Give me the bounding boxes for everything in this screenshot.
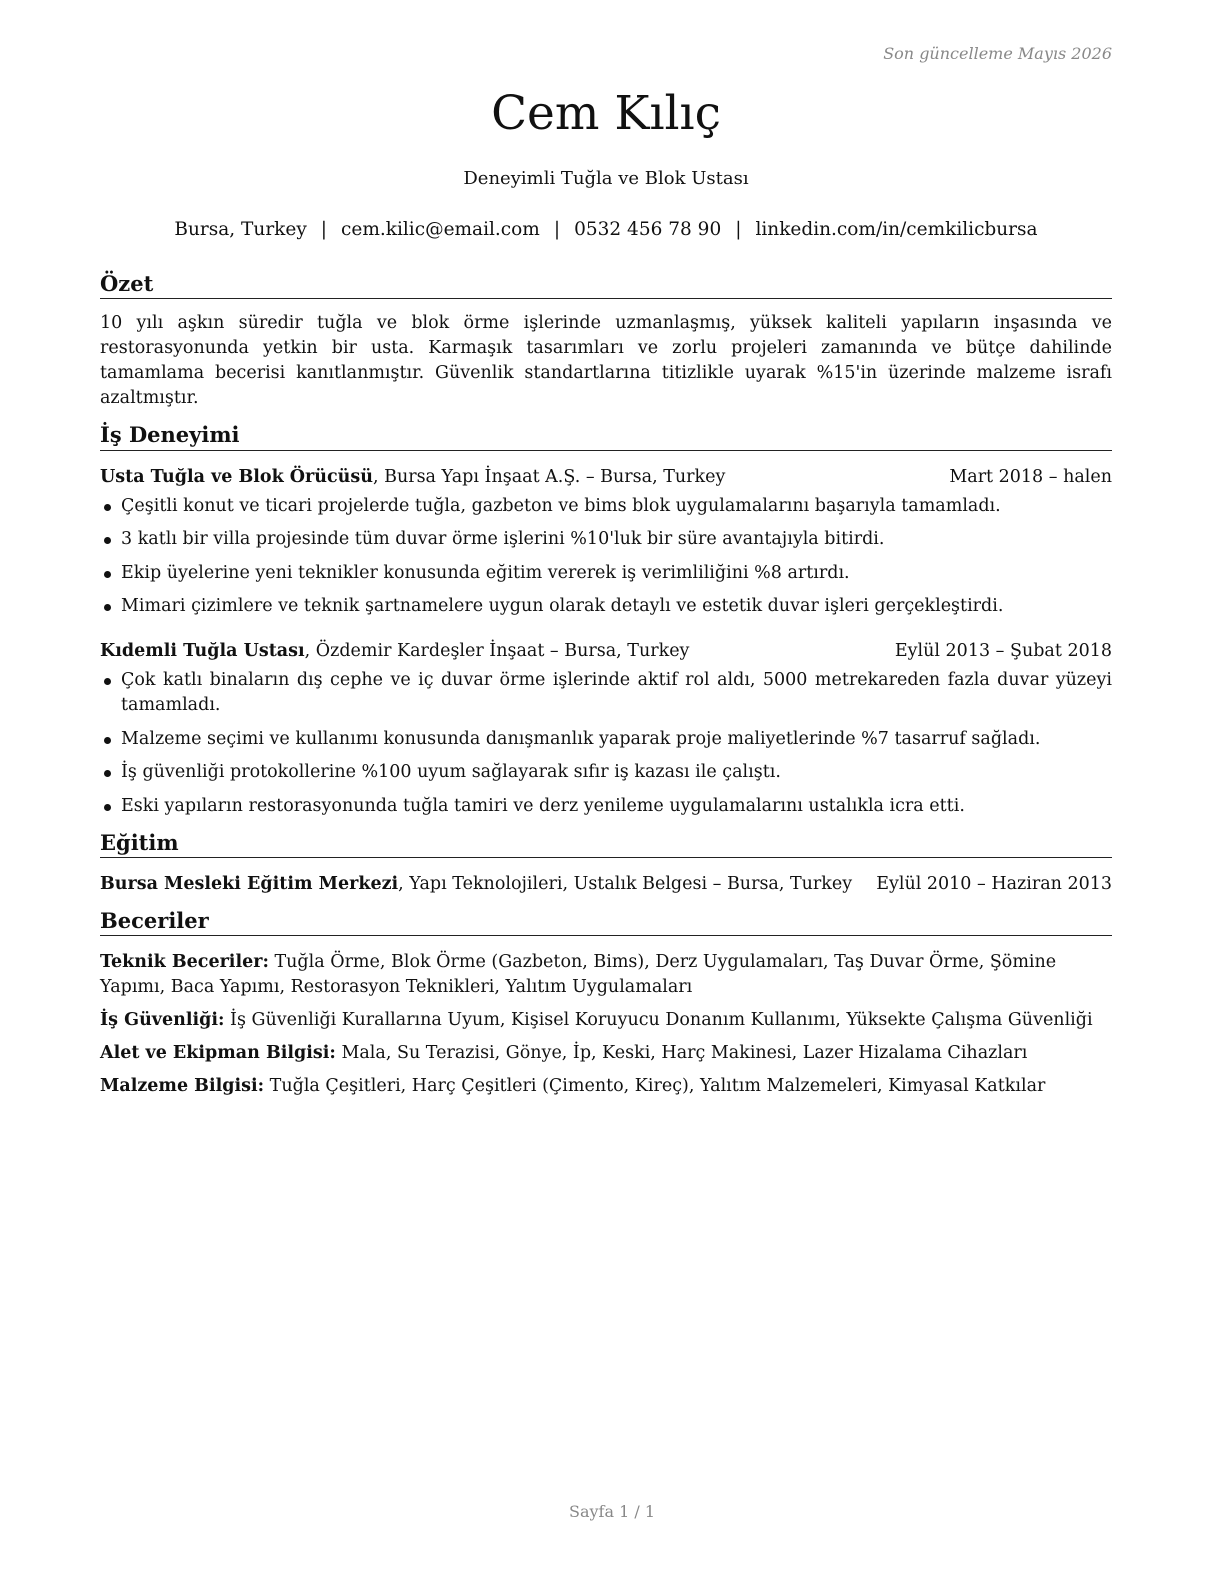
skill-label: Teknik Beceriler: xyxy=(100,952,269,973)
job-bullet xyxy=(100,527,1112,552)
section-title-experience: İş Deneyimi xyxy=(100,421,1112,450)
section-title-summary: Özet xyxy=(100,270,1112,299)
job-bullet xyxy=(100,727,1112,752)
job-bullet-text: Çeşitli konut ve ticari projelerde tuğla, gazbeton ve bims blok uygulamalarını başarıyla tamamladı. xyxy=(121,495,1001,516)
job-bullet xyxy=(100,561,1112,586)
bullet-icon xyxy=(104,571,111,578)
job-bullets xyxy=(100,668,1112,819)
job-bullet-text: Mimari çizimlere ve teknik şartnamelere uygun olarak detaylı ve estetik duvar işleri gerçekleştirdi. xyxy=(121,596,1004,617)
job-bullet-text: Ekip üyelerine yeni teknikler konusunda eğitim vererek iş verimliliğini %8 artırdı. xyxy=(121,562,850,583)
resume-page xyxy=(100,0,1112,1584)
education-details: , Yapı Teknolojileri, Ustalık Belgesi – Bursa, Turkey xyxy=(398,873,853,894)
job-role: Kıdemli Tuğla Ustası xyxy=(100,641,305,662)
candidate-name: Cem Kılıç xyxy=(491,86,721,141)
skills-section xyxy=(100,907,1112,1099)
education-school: Bursa Mesleki Eğitim Merkezi xyxy=(100,873,399,894)
skill-value: Tuğla Örme, Blok Örme (Gazbeton, Bims), Derz Uygulamaları, Taş Duvar Örme, Şömine Yapımı, Baca Yapımı, Restorasyon Teknikleri, Yalıtım Uygulamaları xyxy=(100,952,1057,998)
education-entry xyxy=(100,872,1112,897)
job-entry xyxy=(100,465,1112,620)
job-bullet-text: 3 katlı bir villa projesinde tüm duvar örme işlerini %10'luk bir süre avantajıyla bitirdi. xyxy=(121,529,885,550)
job-title-line xyxy=(100,639,689,664)
job-company: , Bursa Yapı İnşaat A.Ş. – Bursa, Turkey xyxy=(372,466,726,487)
skill-value: Mala, Su Terazisi, Gönye, İp, Keski, Harç Makinesi, Lazer Hizalama Cihazları xyxy=(335,1043,1028,1064)
bullet-icon xyxy=(104,804,111,811)
contact-line xyxy=(100,219,1112,240)
job-header xyxy=(100,465,1112,490)
experience-section xyxy=(100,421,1112,818)
job-bullet xyxy=(100,794,1112,819)
skill-row xyxy=(100,1074,1112,1099)
bullet-icon xyxy=(104,537,111,544)
education-dates: Eylül 2010 – Haziran 2013 xyxy=(876,873,1112,894)
skill-row xyxy=(100,950,1112,1000)
job-role: Usta Tuğla ve Blok Örücüsü xyxy=(100,466,373,487)
job-bullet xyxy=(100,494,1112,519)
bullet-icon xyxy=(104,678,111,685)
job-company: , Özdemir Kardeşler İnşaat – Bursa, Turkey xyxy=(304,641,690,662)
contact-phone: 0532 456 78 90 xyxy=(574,219,722,240)
section-title-education: Eğitim xyxy=(100,829,1112,858)
summary-section xyxy=(100,270,1112,411)
bullet-icon xyxy=(104,504,111,511)
candidate-title: Deneyimli Tuğla ve Blok Ustası xyxy=(463,168,749,189)
job-bullets xyxy=(100,494,1112,620)
job-bullet xyxy=(100,668,1112,718)
contact-separator: | xyxy=(735,219,742,240)
contact-email[interactable]: cem.kilic@email.com xyxy=(341,219,540,240)
skill-row xyxy=(100,1041,1112,1066)
contact-linkedin[interactable]: linkedin.com/in/cemkilicbursa xyxy=(755,219,1038,240)
job-entry xyxy=(100,639,1112,819)
contact-location: Bursa, Turkey xyxy=(174,219,307,240)
education-title-line xyxy=(100,872,852,897)
resume-body xyxy=(100,270,1112,1109)
job-bullet xyxy=(100,594,1112,619)
page-number: Sayfa 1 / 1 xyxy=(568,1502,655,1521)
bullet-icon xyxy=(104,737,111,744)
job-bullet xyxy=(100,760,1112,785)
job-header xyxy=(100,639,1112,664)
job-dates: Eylül 2013 – Şubat 2018 xyxy=(894,641,1112,662)
skill-row xyxy=(100,1008,1112,1033)
skill-value: İş Güvenliği Kurallarına Uyum, Kişisel Koruyucu Donanım Kullanımı, Yüksekte Çalışma Güvenliği xyxy=(224,1010,1093,1031)
section-title-skills: Beceriler xyxy=(100,907,1112,936)
job-title-line xyxy=(100,465,725,490)
contact-separator: | xyxy=(320,219,328,240)
job-bullet-text: Eski yapıların restorasyonunda tuğla tamiri ve derz yenileme uygulamalarını ustalıkla icra etti. xyxy=(121,795,965,816)
job-dates: Mart 2018 – halen xyxy=(949,466,1112,487)
bullet-icon xyxy=(104,770,111,777)
education-section xyxy=(100,829,1112,897)
job-bullet-text: İş güvenliği protokollerine %100 uyum sağlayarak sıfır iş kazası ile çalıştı. xyxy=(121,762,781,783)
last-updated-note: Son güncelleme Mayıs 2026 xyxy=(883,44,1112,63)
job-bullet-text: Çok katlı binaların dış cephe ve iç duvar örme işlerinde aktif rol aldı, 5000 metrekareden fazla duvar yüzeyi tamamladı. xyxy=(121,670,1112,716)
summary-text: 10 yılı aşkın süredir tuğla ve blok örme işlerinde uzmanlaşmış, yüksek kaliteli yapıların inşasında ve restorasyonunda yetkin bir usta. Karmaşık tasarımları ve zorlu projeleri zamanında ve bütçe dahilinde tamamlama becerisi kanıtlanmıştır. Güvenlik standartlarına titizlikle uyarak %15'in üzerinde malzeme israfı azaltmıştır. xyxy=(100,313,1112,409)
skill-label: Alet ve Ekipman Bilgisi: xyxy=(100,1043,336,1064)
job-bullet-text: Malzeme seçimi ve kullanımı konusunda danışmanlık yaparak proje maliyetlerinde %7 tasarruf sağladı. xyxy=(121,728,1041,749)
skill-label: İş Güvenliği: xyxy=(100,1010,225,1031)
contact-separator: | xyxy=(553,219,561,240)
skill-value: Tuğla Çeşitleri, Harç Çeşitleri (Çimento, Kireç), Yalıtım Malzemeleri, Kimyasal Katkılar xyxy=(264,1076,1046,1097)
skill-label: Malzeme Bilgisi: xyxy=(100,1076,265,1097)
bullet-icon xyxy=(104,604,111,611)
